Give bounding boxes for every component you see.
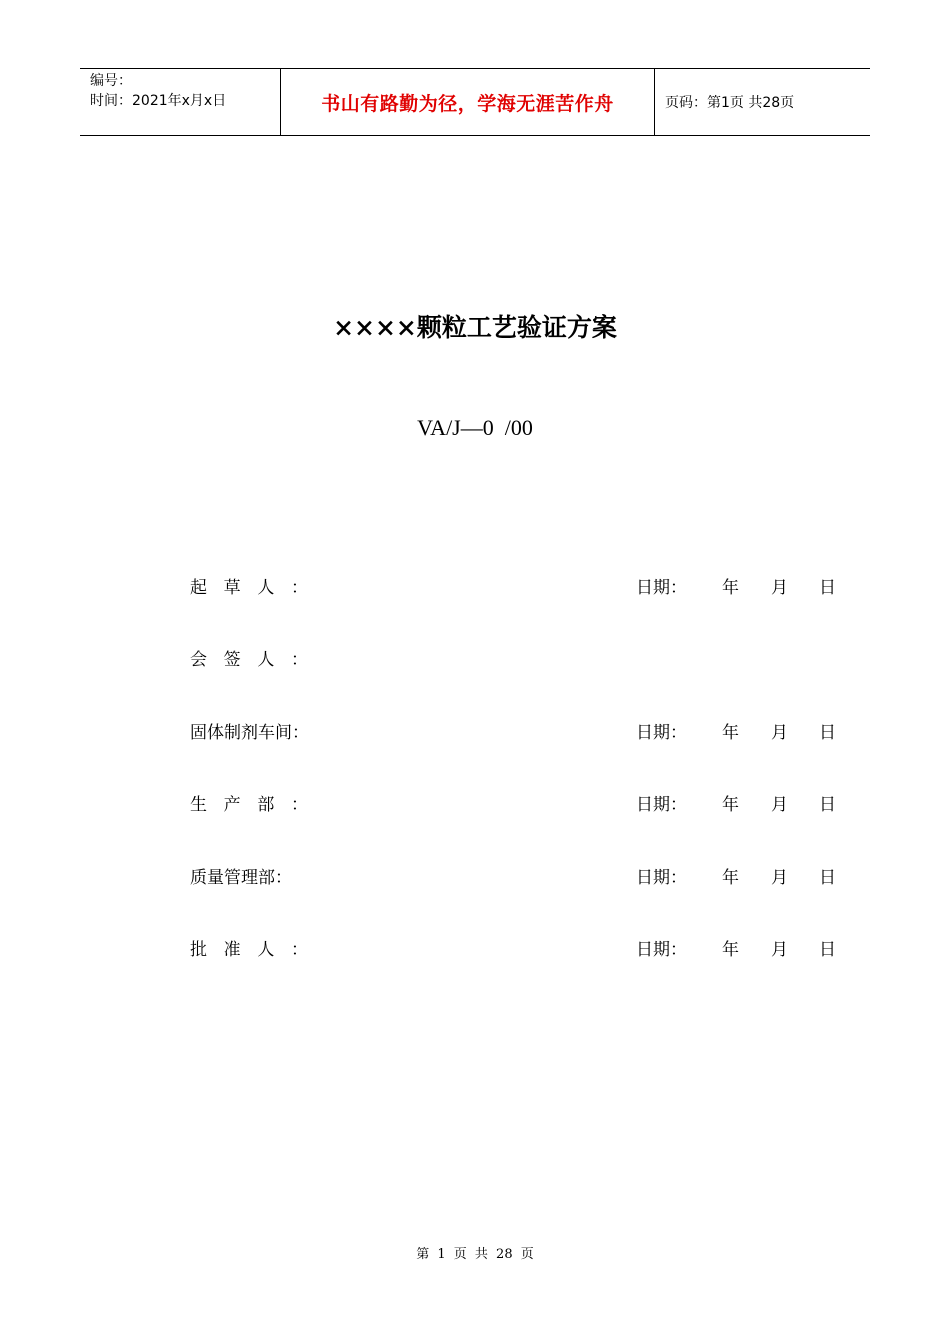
signature-label: 批 准 人 ：	[190, 940, 308, 960]
date-label: 日期：	[636, 723, 687, 743]
day-label: 日	[819, 868, 836, 888]
date-label: 日期：	[636, 578, 687, 598]
month-label: 月	[771, 868, 788, 888]
date-label: 日期：	[636, 868, 687, 888]
header-page-info: 页码：第1页 共28页	[665, 95, 795, 111]
signature-label: 会 签 人 ：	[190, 650, 308, 670]
month-label: 月	[771, 723, 788, 743]
day-label: 日	[819, 940, 836, 960]
day-label: 日	[819, 795, 836, 815]
document-time: 时间：2021年x月x日	[90, 93, 227, 109]
year-label: 年	[722, 868, 739, 888]
signature-row-workshop	[190, 719, 850, 747]
date-label: 日期：	[636, 940, 687, 960]
month-label: 月	[771, 578, 788, 598]
document-code: VA/J—0 /00	[417, 415, 533, 440]
signature-label: 起 草 人 ：	[190, 578, 308, 598]
signature-row-approver	[190, 936, 850, 964]
document-number-label: 编号：	[90, 73, 132, 89]
day-label: 日	[819, 578, 836, 598]
signature-label: 生 产 部 ：	[190, 795, 308, 815]
header-page-cell	[655, 69, 870, 135]
month-label: 月	[771, 940, 788, 960]
signature-label: 固体制剂车间：	[190, 723, 309, 743]
signature-row-quality	[190, 864, 850, 892]
header-motto-cell	[281, 69, 655, 135]
year-label: 年	[722, 795, 739, 815]
year-label: 年	[722, 723, 739, 743]
header-meta-cell	[80, 69, 281, 135]
page-footer: 第 1 页 共 28 页	[416, 1247, 534, 1262]
month-label: 月	[771, 795, 788, 815]
document-title: ××××颗粒工艺验证方案	[333, 313, 617, 342]
day-label: 日	[819, 723, 836, 743]
year-label: 年	[722, 578, 739, 598]
signature-label: 质量管理部：	[190, 868, 292, 888]
year-label: 年	[722, 940, 739, 960]
header-table	[80, 68, 870, 136]
signature-row-countersign	[190, 646, 850, 674]
header-motto: 书山有路勤为径，学海无涯苦作舟	[321, 92, 614, 115]
date-label: 日期：	[636, 795, 687, 815]
signature-row-production	[190, 791, 850, 819]
signature-row-drafter	[190, 574, 850, 602]
